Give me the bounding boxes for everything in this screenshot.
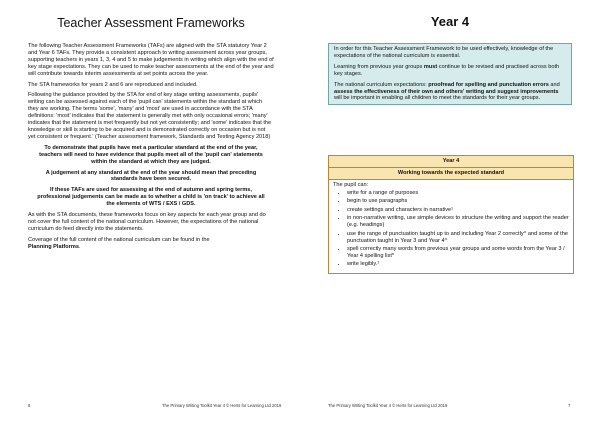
table-body [329, 180, 573, 273]
focus-paragraph: As with the STA documents, these frameworks focus on key aspects for each year group and do not cover the full content of the national curriculum. However, the expectations of the national curriculum do feed directly into the statements. [28, 212, 266, 232]
statement-item: • use the range of punctuation taught up to and including Year 2 correctly^ and some of the punctuation taught in Year 3 and Year 4^ [347, 231, 569, 245]
statement-item: • spell correctly many words from previous year groups and some words from the Year 3 / Year 4 spelling list* [347, 246, 569, 260]
judgement-statement: A judgement at any standard at the end of the year should mean that preceding standards have been secured. [45, 169, 257, 183]
info-proofread-e: will be important in enabling all children to meet the standards for their year groups. [334, 95, 541, 102]
statement-item: • write for a range of purposes [347, 190, 569, 197]
statement-item: • write legibly.¹ [347, 261, 569, 268]
right-footer: The Primary Writing Toolkit Year 4 © Herts for Learning Ltd 2019 [328, 403, 448, 408]
coverage-end: . [78, 243, 81, 250]
info-proofread [334, 82, 566, 103]
right-page [300, 0, 600, 424]
right-page-title: Year 4 [430, 14, 470, 29]
info-proofread-c: and [548, 81, 560, 88]
statement-item: • create settings and characters in narrative¹ [347, 207, 569, 214]
info-proofread-b: proofread for spelling and punctuation errors [428, 81, 549, 88]
left-footer: The Primary Writing Toolkit Year 4 © Herts for Learning Ltd 2019 [162, 403, 282, 408]
info-proofread-a: The national curriculum expectations: [334, 81, 429, 88]
on-track-statement: If these TAFs are used for assessing at the end of autumn and spring terms, professional judgements can be made as to whether a child is 'on track' to achieve all the elements of WTS / EXS / GDS. [37, 187, 265, 208]
coverage-text: Coverage of the full content of the national curriculum can be found in the [28, 236, 210, 243]
sta-frameworks-paragraph: The STA frameworks for years 2 and 6 are reproduced and included. [28, 81, 198, 88]
left-page-body [28, 43, 274, 252]
table-year-header: Year 4 [329, 156, 573, 168]
info-revision-c: continue to be revised and practised across both key stages. [334, 63, 560, 77]
table-standard-header: Working towards the expected standard [329, 168, 573, 180]
statement-item: • begin to use paragraphs [347, 198, 569, 205]
info-expectations: In order for this Teacher Assessment Framework to be used effectively, knowledge of the expectations of the national curriculum is essential. [334, 46, 554, 59]
guidance-paragraph: Following the guidance provided by the STA for end of key stage writing assessments, pupils' writing can be assessed against each of the 'pupil can' statements within the standard at which they are working. The terms 'some', 'many' and 'most' are used in accordance with the STA definitions: 'most' indicates that the statement is generally met with only occasional errors; 'many' indicates that the statement is met frequently but not yet consistently; and 'some' indicates that the knowledge or skill is starting to be acquired and is demonstrated correctly on occasion but is not yet consistent or frequent.' (Teacher assessment framework, Standards and Testing Agency 2018) [28, 92, 272, 140]
statement-list [333, 190, 569, 269]
left-page-number: 6 [28, 403, 31, 408]
coverage-paragraph [28, 237, 274, 251]
right-page-number: 7 [568, 403, 571, 408]
info-revision-must: must [423, 63, 438, 70]
standard-table [328, 155, 574, 274]
pupil-can-label: The pupil can: [333, 181, 369, 188]
left-page-title: Teacher Assessment Frameworks [57, 16, 245, 30]
planning-platforms-link[interactable]: Planning Platforms [28, 243, 79, 250]
info-revision-a: Learning from previous year groups [334, 63, 424, 70]
info-box [328, 43, 572, 105]
statement-item: • in non-narrative writing, use simple devices to structure the writing and support the reader (e.g. headings) [347, 215, 569, 229]
evidence-statement: To demonstrate that pupils have met a particular standard at the end of the year, teachers will need to have evidence that pupils meet all of the 'pupil can' statements within the standard at which they are judged. [39, 144, 263, 165]
info-proofread-d: assess the effectiveness of their own and others' writing and suggest improvements [334, 88, 559, 95]
info-revision [334, 64, 566, 78]
intro-paragraph: The following Teacher Assessment Frameworks (TAFs) are aligned with the STA statutory Year 2 and Year 6 TAFs. They provide a consistent approach to writing assessment across year groups, supporting teachers in years 1, 3, 4 and 5 to make judgements in writing which align with the end of key stage expectations. They can be used to make teacher assessments at the end of the year and will contribute towards interim assessments at set points across the year. [28, 43, 274, 77]
